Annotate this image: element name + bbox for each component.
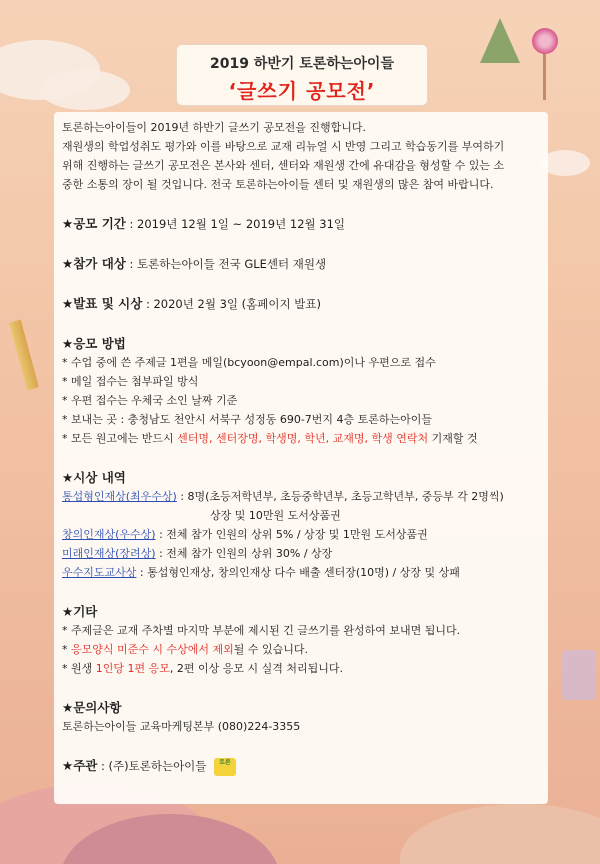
target-value: : 토론하는아이들 전국 GLE센터 재원생	[125, 257, 327, 271]
host-value: : (주)토론하는아이들	[97, 759, 207, 773]
company-logo: 토론	[214, 758, 236, 776]
tree-decoration	[480, 18, 520, 63]
required-fields-text: 센터명, 센터장명, 학생명, 학년, 교재명, 학생 연락처	[177, 432, 429, 445]
pencil-decoration	[9, 320, 39, 391]
award-grand-text: : 8명(초등저학년부, 초등중학년부, 초등고학년부, 중등부 각 2명씩)	[176, 490, 504, 503]
etc-item-prefix: * 원생	[62, 662, 96, 675]
method-item: * 우편 접수는 우체국 소인 날짜 기준	[62, 394, 238, 407]
intro-line: 토론하는아이들이 2019년 하반기 글쓰기 공모전을 진행합니다.	[62, 121, 366, 134]
intro-line: 위해 진행하는 글쓰기 공모전은 본사와 센터, 센터와 재원생 간에 유대감을 형성할 수 있는 소	[62, 159, 505, 172]
award-excellence-name: 창의인재상(우수상)	[62, 528, 156, 541]
method-item: * 메일 접수는 첨부파일 방식	[62, 375, 199, 388]
award-teacher	[62, 563, 544, 582]
hill-decoration	[400, 804, 600, 864]
method-title: ★응모 방법	[62, 336, 126, 351]
award-encouragement-text: : 전체 참가 인원의 상위 30% / 상장	[155, 547, 333, 560]
cloud-decoration	[40, 70, 130, 110]
house-decoration	[562, 650, 596, 700]
method-item-prefix: * 모든 원고에는 반드시	[62, 432, 178, 445]
target-label: ★참가 대상	[62, 256, 126, 271]
award-excellence	[62, 525, 544, 544]
title-year: 2019 하반기 토론하는아이들	[210, 56, 394, 72]
announce-value: : 2020년 2월 3일 (홈페이지 발표)	[142, 297, 321, 311]
award-encouragement	[62, 544, 544, 563]
award-excellence-text: : 전체 참가 인원의 상위 5% / 상장 및 1만원 도서상품권	[155, 528, 428, 541]
contact-text: 토론하는아이들 교육마케팅본부 (080)224-3355	[62, 720, 301, 733]
intro-line: 재원생의 학업성취도 평가와 이를 바탕으로 교재 리뉴얼 시 반영 그리고 학습동기를 부여하기	[62, 140, 505, 153]
award-grand-prize: 상장 및 10만원 도서상품권	[210, 509, 341, 522]
method-item: * 수업 중에 쓴 주제글 1편을 메일(bcyoon@empal.com)이나 우편으로 접수	[62, 356, 436, 369]
period-line	[62, 214, 544, 234]
intro-paragraph	[62, 118, 544, 194]
period-label: ★공모 기간	[62, 216, 126, 231]
lollipop-decoration	[532, 28, 558, 54]
host-line	[62, 756, 544, 776]
etc-item	[62, 640, 544, 659]
intro-line: 중한 소통의 장이 될 것입니다. 전국 토론하는아이들 센터 및 재원생의 많은 참여 바랍니다.	[62, 178, 494, 191]
award-teacher-text: : 통섭형인재상, 창의인재상 다수 배출 센터장(10명) / 상장 및 상패	[136, 566, 460, 579]
title-contest: ‘글쓰기 공모전’	[228, 79, 376, 103]
etc-item	[62, 659, 544, 678]
period-value: : 2019년 12월 1일 ~ 2019년 12월 31일	[125, 217, 346, 231]
announce-label: ★발표 및 시상	[62, 296, 143, 311]
awards-title: ★시상 내역	[62, 470, 126, 485]
etc-item-warning: 응모양식 미준수 시 수상에서 제외	[71, 643, 234, 656]
award-grand-name: 통섭형인재상(최우수상)	[62, 490, 177, 503]
method-item: * 보내는 곳 : 충청남도 천안시 서북구 성정동 690-7번지 4층 토론하는아이들	[62, 413, 433, 426]
etc-item-prefix: *	[62, 643, 71, 656]
method-item-suffix: 기재할 것	[428, 432, 478, 445]
etc-item-suffix: , 2편 이상 응모 시 실격 처리됩니다.	[169, 662, 343, 675]
etc-item: * 주제글은 교재 주차별 마지막 부분에 제시된 긴 글쓰기를 완성하여 보내면 됩니다.	[62, 624, 461, 637]
award-encouragement-name: 미래인재상(장려상)	[62, 547, 156, 560]
etc-item-suffix: 될 수 있습니다.	[233, 643, 308, 656]
etc-title: ★기타	[62, 604, 98, 619]
title-banner	[176, 44, 428, 106]
target-line	[62, 254, 544, 274]
host-label: ★주관	[62, 758, 98, 773]
award-teacher-name: 우수지도교사상	[62, 566, 137, 579]
method-item-required-fields	[62, 429, 544, 448]
etc-item-limit: 1인당 1편 응모	[95, 662, 170, 675]
notice-content	[62, 118, 544, 776]
announce-line	[62, 294, 544, 314]
award-grand	[62, 487, 544, 506]
contact-title: ★문의사항	[62, 700, 122, 715]
